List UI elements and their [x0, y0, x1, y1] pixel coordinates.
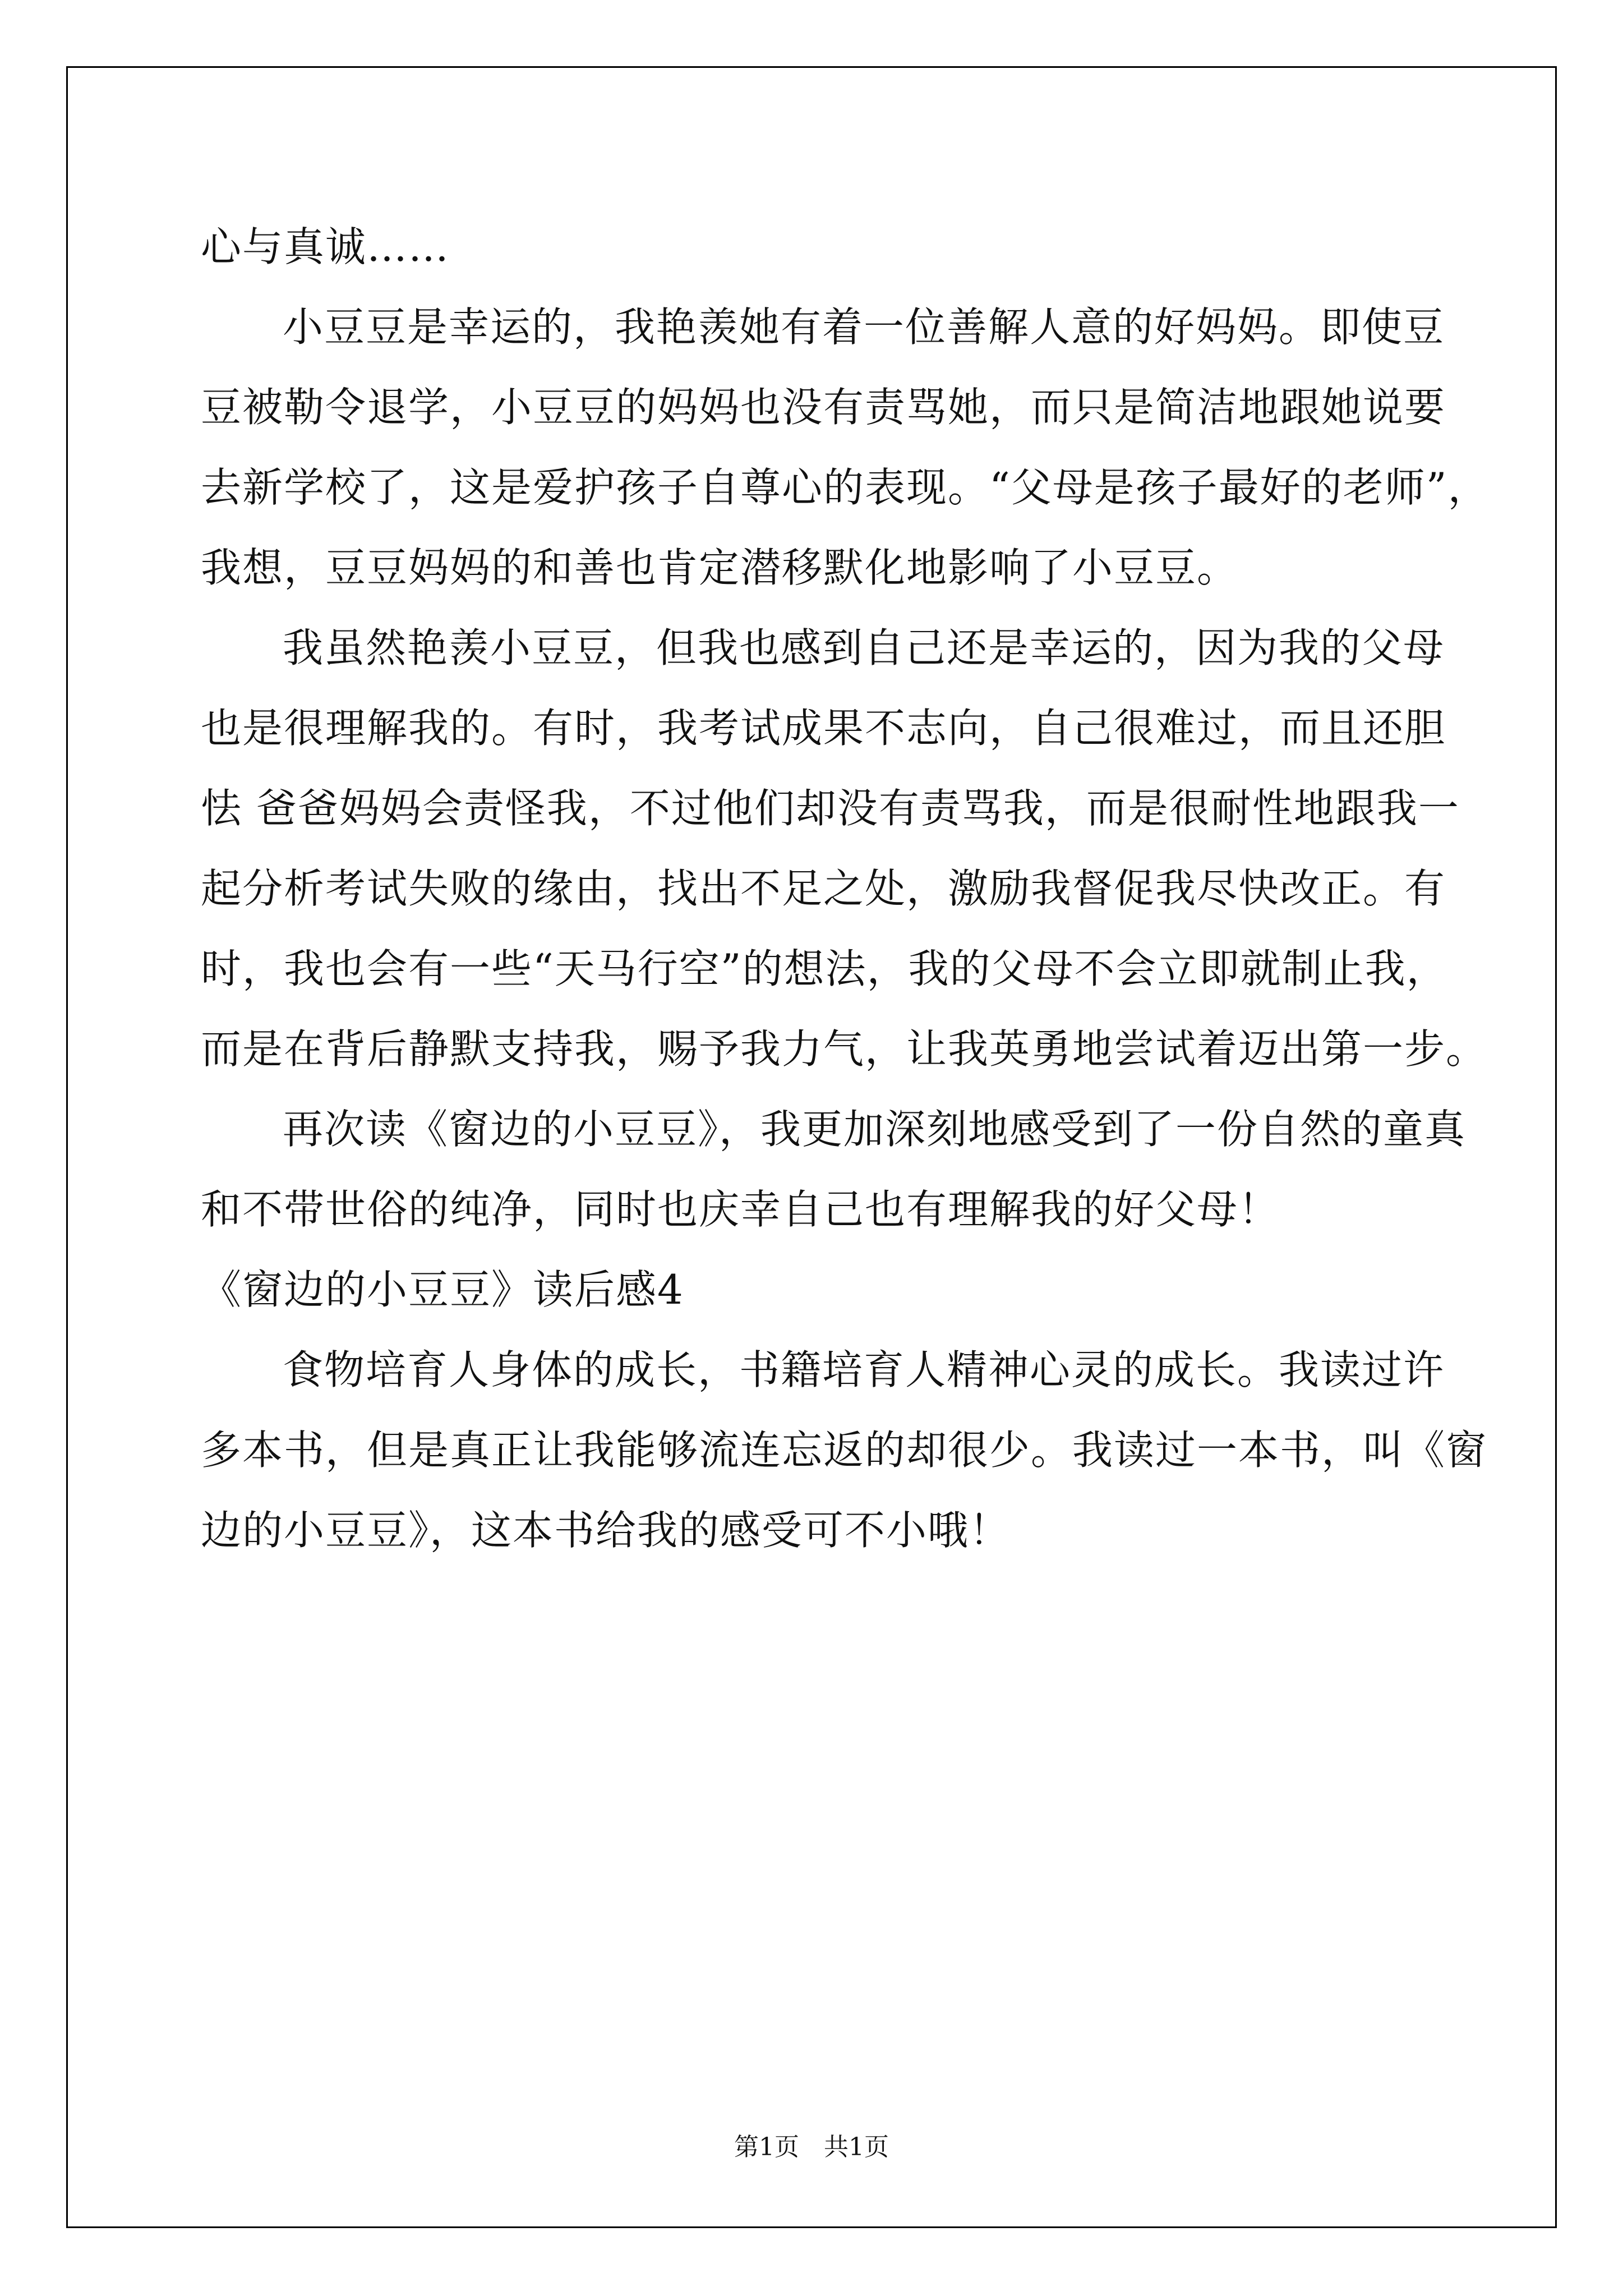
paragraph-start-line: 再次读《窗边的小豆豆》，我更加深刻地感受到了一份自然的童真: [283, 1106, 1467, 1153]
text-line: 起分析考试失败的缘由，找出不足之处，激励我督促我尽快改正。有: [201, 865, 1446, 912]
text-line: 而是在背后静默支持我，赐予我力气，让我英勇地尝试着迈出第一步。: [201, 1025, 1488, 1073]
page-footer: 第1页 共1页: [734, 2133, 889, 2161]
text-line: 去新学校了，这是爱护孩子自尊心的表现。“父母是孩子最好的老师”，: [201, 464, 1490, 511]
text-line: 我想，豆豆妈妈的和善也肯定潜移默化地影响了小豆豆。: [201, 544, 1239, 591]
paragraph-start-line: 食物培育人身体的成长，书籍培育人精神心灵的成长。我读过许: [283, 1346, 1445, 1393]
paragraph-start-line: 我虽然艳羡小豆豆，但我也感到自己还是幸运的，因为我的父母: [283, 624, 1445, 671]
paragraph-start-line: 小豆豆是幸运的，我艳羡她有着一位善解人意的好妈妈。即使豆: [283, 303, 1445, 351]
text-line: 怯 爸爸妈妈会责怪我，不过他们却没有责骂我，而是很耐性地跟我一: [201, 785, 1460, 832]
text-line: 多本书，但是真正让我能够流连忘返的却很少。我读过一本书，叫《窗: [201, 1427, 1488, 1474]
text-line: 豆被勒令退学，小豆豆的妈妈也没有责骂她，而只是简洁地跟她说要: [201, 384, 1446, 431]
text-line: 边的小豆豆》，这本书给我的感受可不小哦！: [201, 1507, 1011, 1554]
text-line: 时，我也会有一些“天马行空”的想法，我的父母不会立即就制止我，: [201, 945, 1448, 992]
text-line: 和不带世俗的纯净，同时也庆幸自己也有理解我的好父母！: [201, 1186, 1280, 1233]
text-line: 也是很理解我的。有时，我考试成果不志向，自己很难过，而且还胆: [201, 705, 1446, 752]
text-line: 心与真诚……: [201, 223, 450, 270]
section-heading: 《窗边的小豆豆》读后感4: [201, 1266, 684, 1313]
